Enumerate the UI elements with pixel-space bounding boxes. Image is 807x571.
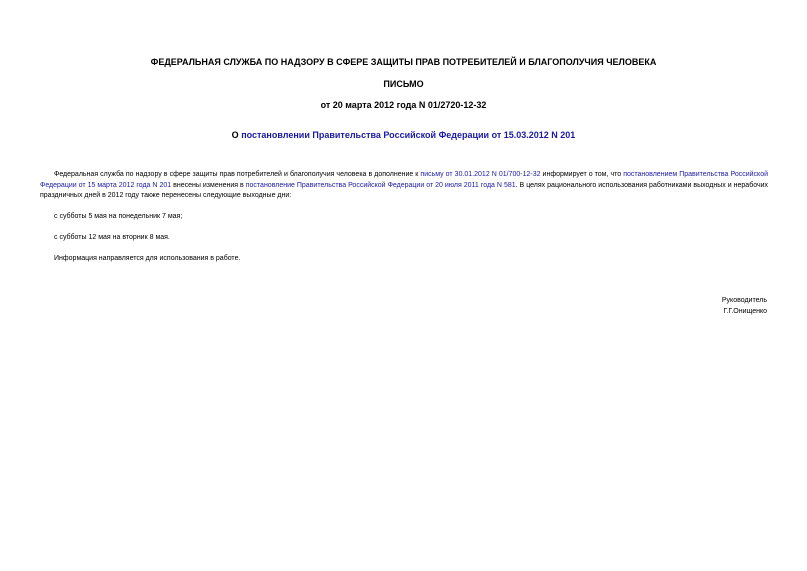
paragraph-text-1: Федеральная служба по надзору в сфере защиты прав потребителей и благополучия человека в дополнение к xyxy=(54,171,421,178)
subject-resolution-link[interactable]: постановлении Правительства Российской Федерации от 15.03.2012 N 201 xyxy=(241,130,576,140)
holiday-transfer-item-1: с субботы 5 мая на понедельник 7 мая; xyxy=(54,213,183,220)
main-paragraph xyxy=(40,170,768,202)
organization-title: ФЕДЕРАЛЬНАЯ СЛУЖБА ПО НАДЗОРУ В СФЕРЕ ЗАЩИТЫ ПРАВ ПОТРЕБИТЕЛЕЙ И БЛАГОПОЛУЧИЯ ЧЕЛОВЕКА xyxy=(150,57,657,67)
resolution-201-link[interactable]: постановлением Правительства Российской Федерации от 15 марта 2012 года N 201 xyxy=(40,171,768,189)
resolution-581-link[interactable]: постановление Правительства Российской Федерации от 20 июля 2011 года N 581 xyxy=(245,181,516,189)
document-subject xyxy=(0,130,807,141)
information-note: Информация направляется для использования в работе. xyxy=(54,255,241,262)
signature-name: Г.Г.Онищенко xyxy=(723,308,767,315)
document-type: ПИСЬМО xyxy=(383,79,424,89)
subject-prefix: О xyxy=(231,130,242,140)
paragraph-text-3: внесены изменения в xyxy=(171,181,246,189)
paragraph-text-4: . В целях рационального использования работниками выходных и нерабочих праздничных дней в 2012 году также перенесены следующие выходные дни: xyxy=(40,181,769,199)
signature-position: Руководитель xyxy=(721,297,767,304)
paragraph-text-2: информирует о том, что xyxy=(540,171,624,178)
holiday-transfer-item-2: с субботы 12 мая на вторник 8 мая. xyxy=(54,234,170,241)
document-date-number: от 20 марта 2012 года N 01/2720-12-32 xyxy=(320,100,487,110)
letter-link[interactable]: письму от 30.01.2012 N 01/700-12-32 xyxy=(420,171,541,178)
